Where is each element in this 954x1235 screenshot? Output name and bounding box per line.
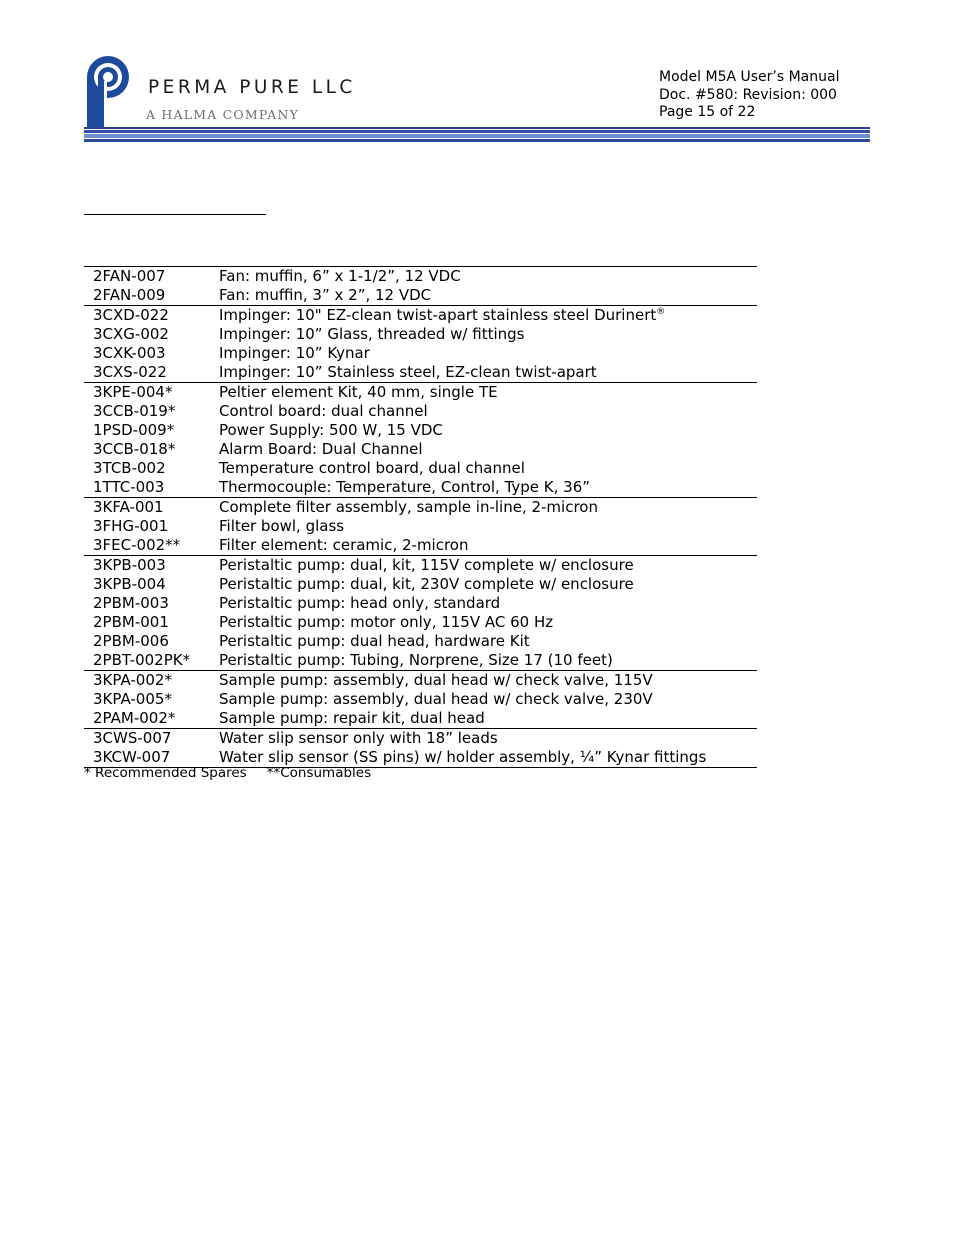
table-row xyxy=(84,478,757,497)
table-row xyxy=(84,306,757,325)
part-number: 2FAN-007 xyxy=(93,267,166,285)
part-description xyxy=(219,402,428,421)
part-number: 3CXK-003 xyxy=(93,344,166,362)
part-number: 3TCB-002 xyxy=(93,459,166,477)
table-row xyxy=(84,729,757,748)
parts-group xyxy=(84,266,757,305)
part-number: 3CWS-007 xyxy=(93,729,172,747)
part-description-text: Power Supply: 500 W, 15 VDC xyxy=(219,421,443,439)
part-number: 3KPB-004 xyxy=(93,575,166,593)
part-description-text: Fan: muffin, 3” x 2”, 12 VDC xyxy=(219,286,432,304)
part-description xyxy=(219,286,431,305)
table-row xyxy=(84,651,757,670)
table-row xyxy=(84,498,757,517)
part-description-text: Peristaltic pump: head only, standard xyxy=(219,594,501,612)
part-description xyxy=(219,594,500,613)
part-description xyxy=(219,267,461,286)
part-description xyxy=(219,632,530,651)
spare-parts-table xyxy=(84,266,757,768)
part-description-text: Impinger: 10” Stainless steel, EZ-clean twist-apart xyxy=(219,363,597,381)
part-description-text: Impinger: 10” Glass, threaded w/ fittings xyxy=(219,325,525,343)
part-description-text: Sample pump: assembly, dual head w/ check valve, 115V xyxy=(219,671,653,689)
part-description xyxy=(219,306,665,325)
part-description-text: Peristaltic pump: motor only, 115V AC 60 Hz xyxy=(219,613,554,631)
part-description-text: Impinger: 10" EZ-clean twist-apart stainless steel Durinert xyxy=(219,306,657,324)
part-description-text: Control board: dual channel xyxy=(219,402,428,420)
part-number: 3CXD-022 xyxy=(93,306,169,324)
part-description xyxy=(219,729,498,748)
part-description-text: Impinger: 10” Kynar xyxy=(219,344,370,362)
part-number: 3KFA-001 xyxy=(93,498,164,516)
part-number: 2PBT-002PK* xyxy=(93,651,191,669)
part-description-text: Peristaltic pump: Tubing, Norprene, Size 17 (10 feet) xyxy=(219,651,613,669)
parts-group xyxy=(84,305,757,382)
part-number: 3KCW-007 xyxy=(93,748,171,766)
part-number: 2PBM-001 xyxy=(93,613,169,631)
parts-group xyxy=(84,670,757,728)
part-description-text: Alarm Board: Dual Channel xyxy=(219,440,423,458)
table-row xyxy=(84,517,757,536)
table-row xyxy=(84,594,757,613)
parts-group xyxy=(84,555,757,670)
part-number: 3KPB-003 xyxy=(93,556,166,574)
doc-title: Model M5A User’s Manual xyxy=(659,69,840,85)
part-description-text: Water slip sensor only with 18” leads xyxy=(219,729,498,747)
part-description xyxy=(219,651,613,670)
doc-number: Doc. #580: Revision: 000 xyxy=(659,86,837,103)
table-footnote xyxy=(84,764,371,782)
table-row xyxy=(84,613,757,632)
part-description xyxy=(219,517,344,536)
part-description-text: Peristaltic pump: dual, kit, 230V complete w/ enclosure xyxy=(219,575,634,593)
perma-pure-logo-icon xyxy=(84,55,134,129)
table-row xyxy=(84,671,757,690)
part-description xyxy=(219,440,423,459)
table-row xyxy=(84,402,757,421)
part-description xyxy=(219,575,634,594)
table-row xyxy=(84,690,757,709)
part-description xyxy=(219,498,598,517)
company-name: PERMA PURE LLC xyxy=(148,77,356,98)
table-row xyxy=(84,421,757,440)
part-description-text: Filter bowl, glass xyxy=(219,517,345,535)
table-row xyxy=(84,383,757,402)
table-row xyxy=(84,363,757,382)
part-description xyxy=(219,344,370,363)
footnote-consumables: **Consumables xyxy=(266,765,372,781)
page-number: Page 15 of 22 xyxy=(659,104,756,120)
company-subtitle: A HALMA COMPANY xyxy=(146,107,300,122)
document-info xyxy=(659,69,839,122)
part-number: 3KPA-005* xyxy=(93,690,172,708)
part-description-text: Water slip sensor (SS pins) w/ holder assembly, ¼” Kynar fittings xyxy=(219,748,707,766)
header-rule xyxy=(84,139,870,142)
parts-group xyxy=(84,382,757,497)
part-number: 2PAM-002* xyxy=(93,709,176,727)
table-row xyxy=(84,709,757,728)
part-number: 1TTC-003 xyxy=(93,478,165,496)
table-row xyxy=(84,286,757,305)
registered-mark: ® xyxy=(656,307,666,317)
part-description xyxy=(219,613,553,632)
part-description-text: Temperature control board, dual channel xyxy=(219,459,525,477)
parts-group xyxy=(84,497,757,555)
part-description xyxy=(219,325,524,344)
parts-group xyxy=(84,728,757,767)
part-description xyxy=(219,536,469,555)
part-number: 1PSD-009* xyxy=(93,421,175,439)
part-description xyxy=(219,363,597,382)
part-description xyxy=(219,421,443,440)
part-description-text: Peristaltic pump: dual head, hardware Kit xyxy=(219,632,530,650)
part-number: 3CCB-019* xyxy=(93,402,176,420)
part-description-text: Peristaltic pump: dual, kit, 115V complete w/ enclosure xyxy=(219,556,634,574)
part-number: 2PBM-003 xyxy=(93,594,169,612)
part-description xyxy=(219,690,653,709)
part-description-text: Thermocouple: Temperature, Control, Type K, 36” xyxy=(219,478,591,496)
part-description-text: Sample pump: assembly, dual head w/ check valve, 230V xyxy=(219,690,653,708)
part-number: 2FAN-009 xyxy=(93,286,166,304)
table-row xyxy=(84,440,757,459)
part-description-text: Fan: muffin, 6” x 1-1/2”, 12 VDC xyxy=(219,267,461,285)
part-description xyxy=(219,556,634,575)
part-number: 3KPA-002* xyxy=(93,671,172,689)
part-number: 3FHG-001 xyxy=(93,517,169,535)
footnote-recommended: * Recommended Spares xyxy=(84,765,247,781)
header-rule xyxy=(84,130,870,133)
part-number: 3FEC-002** xyxy=(93,536,181,554)
part-description-text: Sample pump: repair kit, dual head xyxy=(219,709,485,727)
table-row xyxy=(84,536,757,555)
table-row xyxy=(84,459,757,478)
part-description xyxy=(219,671,653,690)
table-row xyxy=(84,632,757,651)
table-row xyxy=(84,344,757,363)
part-description xyxy=(219,459,525,478)
table-row xyxy=(84,267,757,286)
part-number: 3CCB-018* xyxy=(93,440,176,458)
part-description-text: Filter element: ceramic, 2-micron xyxy=(219,536,469,554)
table-row xyxy=(84,575,757,594)
part-number: 3KPE-004* xyxy=(93,383,173,401)
header-rule xyxy=(84,134,870,138)
header-rule xyxy=(84,127,870,129)
part-number: 3CXS-022 xyxy=(93,363,167,381)
part-description-text: Peltier element Kit, 40 mm, single TE xyxy=(219,383,498,401)
table-row xyxy=(84,325,757,344)
table-row xyxy=(84,556,757,575)
part-number: 2PBM-006 xyxy=(93,632,169,650)
part-description xyxy=(219,383,498,402)
part-description xyxy=(219,478,590,497)
section-heading-underline xyxy=(84,214,266,215)
part-description-text: Complete filter assembly, sample in-line, 2-micron xyxy=(219,498,598,516)
part-description xyxy=(219,709,485,728)
part-number: 3CXG-002 xyxy=(93,325,169,343)
